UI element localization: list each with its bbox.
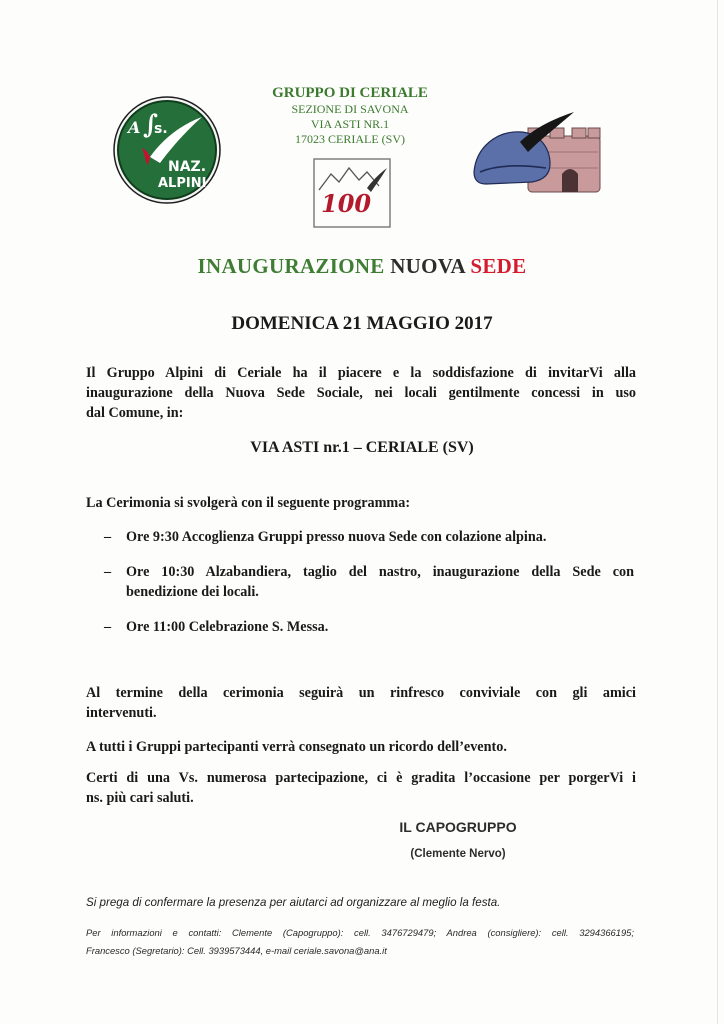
ana-logo [112,95,222,205]
contact-line: Per informazioni e contatti: Clemente (Capogruppo): cell. 3476729479; Andrea (consigliere): cell. 3294366195; [86,927,634,938]
program-item-text: benedizione dei locali. [126,584,259,600]
dash-bullet: – [104,619,112,635]
program-item-text: Ore 10:30 Alzabandiera, taglio del nastro, inaugurazione della Sede con [126,564,634,580]
intro-line: Il Gruppo Alpini di Ceriale ha il piacere e la soddisfazione di invitarVi alla [86,365,636,381]
title-word-inaugurazione: INAUGURAZIONE [197,254,385,278]
program-intro: La Cerimonia si svolgerà con il seguente programma: [86,495,411,511]
svg-text:∫: ∫ [143,110,159,140]
contact-info [86,924,634,960]
centenary-number: 100 [321,189,372,218]
page-edge [717,0,718,1024]
title-word-sede: SEDE [470,254,527,278]
intro-line: dal Comune, in: [86,405,184,421]
closing-line: ns. più cari saluti. [86,790,194,806]
signature-role: IL CAPOGRUPPO [399,819,517,835]
venue-address: VIA ASTI nr.1 – CERIALE (SV) [250,439,474,456]
rsvp-note: Si prega di confermare la presenza per aiutarci ad organizzare al meglio la festa. [86,896,501,909]
program-item-text: Ore 9:30 Accoglienza Gruppi presso nuova Sede con colazione alpina. [126,529,547,545]
signature-name: (Clemente Nervo) [410,848,506,860]
dash-bullet: – [104,529,112,545]
event-date: DOMENICA 21 MAGGIO 2017 [231,313,493,334]
event-title [0,254,724,279]
castle-hat-illustration [470,112,610,196]
dash-bullet: – [104,564,112,580]
street-address: VIA ASTI NR.1 [310,117,390,131]
closing-line: intervenuti. [86,705,157,721]
intro-line: inaugurazione della Nuova Sede Sociale, nei locali gentilmente concessi in uso [86,385,636,401]
letterhead [240,85,460,147]
closing-paragraph-greetings [86,768,636,808]
contact-line: Francesco (Segretario): Cell. 3939573444, e-mail ceriale.savona@ana.it [86,945,387,956]
group-name: GRUPPO DI CERIALE [272,85,428,101]
title-word-nuova: NUOVA [390,254,465,278]
ana-logo-naz: NAZ. [168,159,207,175]
intro-paragraph [86,363,636,423]
ana-logo-alpini: ALPINI [158,176,207,191]
closing-paragraph-refreshment [86,683,636,723]
closing-line: Certi di una Vs. numerosa partecipazione, ci è gradita l’occasione per porgerVi i [86,770,636,786]
closing-line: Al termine della cerimonia seguirà un rinfresco conviviale con gli amici [86,685,636,701]
closing-paragraph-souvenir: A tutti i Gruppi partecipanti verrà consegnato un ricordo dell’evento. [86,739,507,755]
program-item-text: Ore 11:00 Celebrazione S. Messa. [126,619,329,635]
city-address: 17023 CERIALE (SV) [295,132,405,146]
section-name: SEZIONE DI SAVONA [291,102,409,116]
centenary-logo [313,158,391,228]
ana-logo-letter-a: A [128,118,141,137]
svg-text:s.: s. [154,121,168,137]
